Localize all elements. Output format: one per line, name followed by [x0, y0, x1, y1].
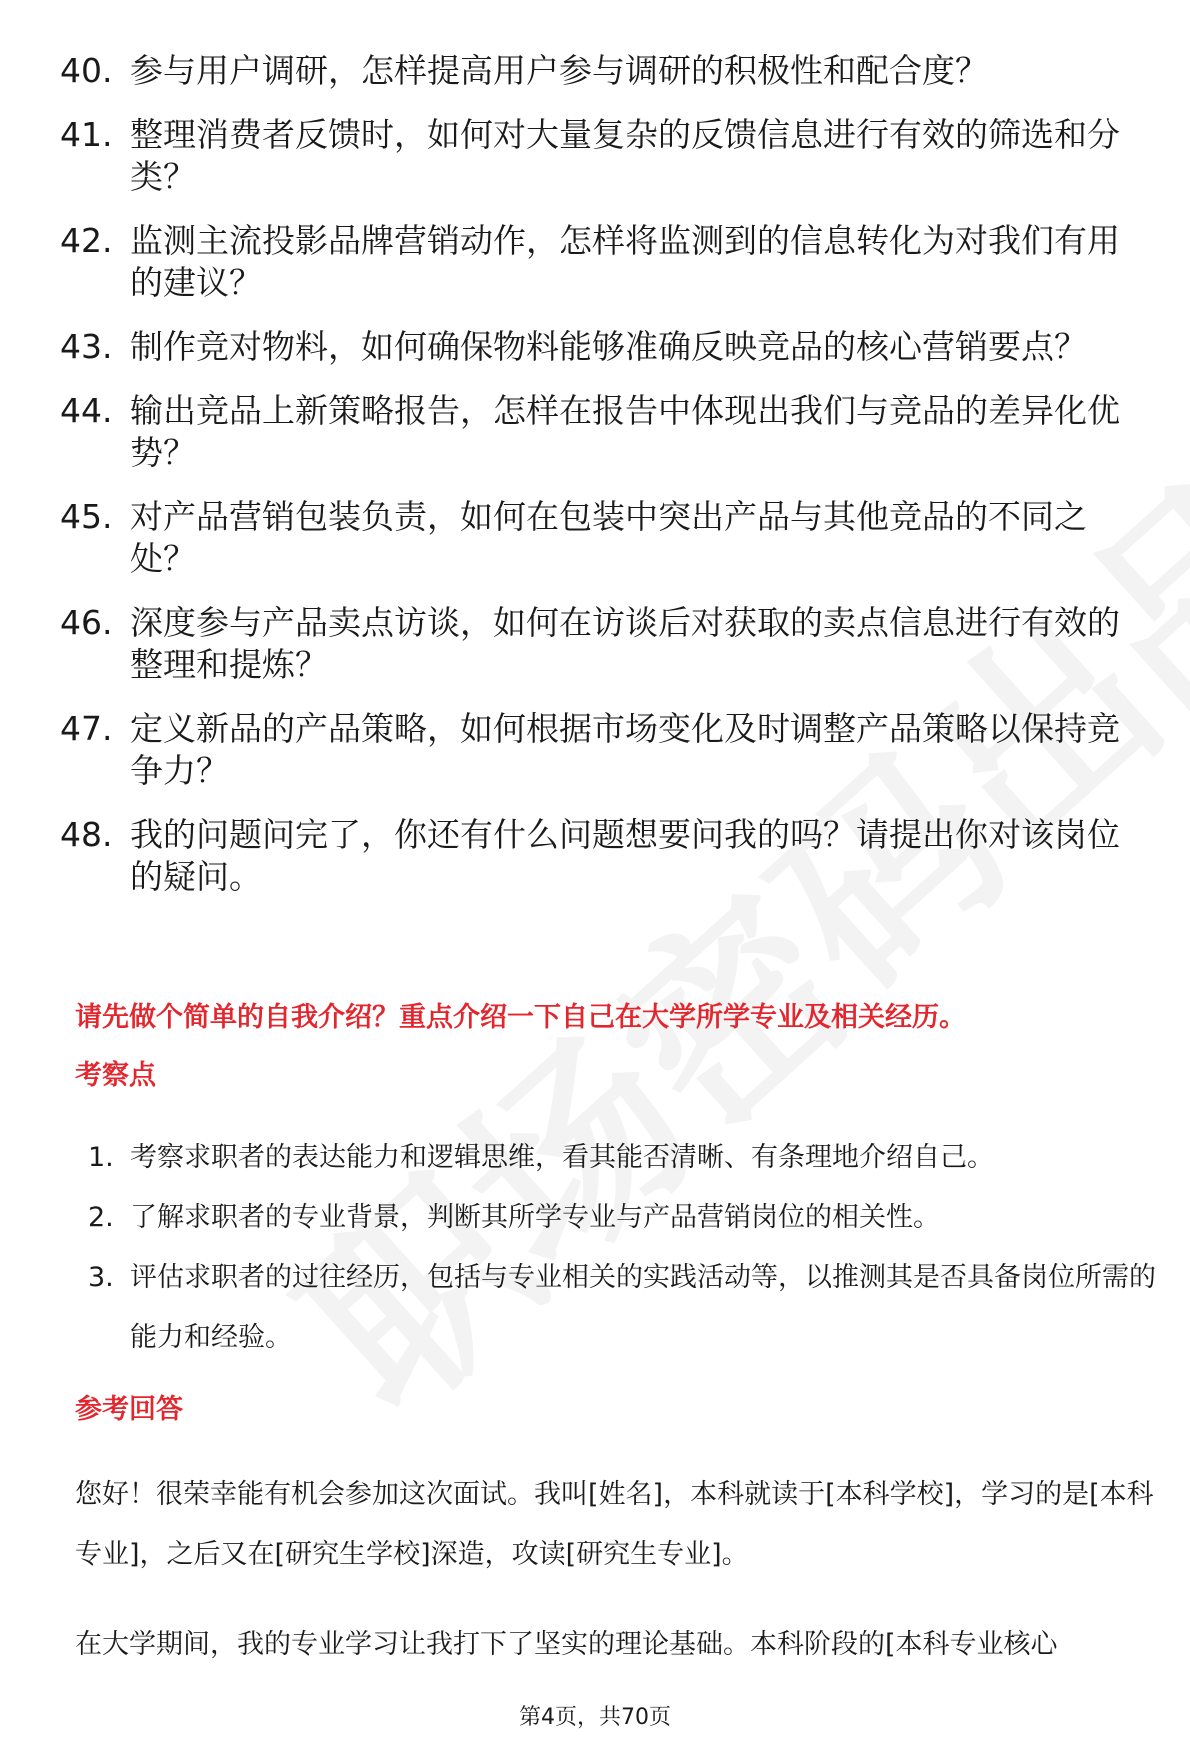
question-item	[60, 814, 1150, 898]
answer-paragraph: 在大学期间，我的专业学习让我打下了坚实的理论基础。本科阶段的[本科专业核心	[75, 1629, 1058, 1660]
answer-heading: 参考回答	[75, 1394, 183, 1425]
question-list	[60, 50, 1150, 920]
list-item-text: 评估求职者的过往经历，包括与专业相关的实践活动等，以推测其是否具备岗位所需的能力和经验。	[130, 1262, 1156, 1353]
list-item-number: 3.	[88, 1262, 114, 1293]
question-item	[60, 496, 1150, 580]
list-item	[88, 1128, 1158, 1188]
question-text: 深度参与产品卖点访谈，如何在访谈后对获取的卖点信息进行有效的整理和提炼？	[130, 603, 1120, 684]
question-item	[60, 114, 1150, 198]
list-item-number: 2.	[88, 1202, 114, 1233]
question-item	[60, 390, 1150, 474]
question-number: 45.	[60, 497, 113, 536]
question-number: 41.	[60, 115, 113, 154]
question-number: 44.	[60, 391, 113, 430]
highlight-question: 请先做个简单的自我介绍？重点介绍一下自己在大学所学专业及相关经历。	[75, 1002, 966, 1033]
page-footer: 第4页，共70页	[519, 1705, 671, 1730]
question-text: 对产品营销包装负责，如何在包装中突出产品与其他竞品的不同之处？	[130, 497, 1087, 578]
question-item	[60, 220, 1150, 304]
question-text: 输出竞品上新策略报告，怎样在报告中体现出我们与竞品的差异化优势？	[130, 391, 1120, 472]
question-item	[60, 50, 1150, 92]
list-item-text: 考察求职者的表达能力和逻辑思维，看其能否清晰、有条理地介绍自己。	[130, 1142, 994, 1173]
question-item	[60, 602, 1150, 686]
list-item-number: 1.	[88, 1142, 114, 1173]
question-text: 整理消费者反馈时，如何对大量复杂的反馈信息进行有效的筛选和分类？	[130, 115, 1120, 196]
list-item-text: 了解求职者的专业背景，判断其所学专业与产品营销岗位的相关性。	[130, 1202, 940, 1233]
question-number: 42.	[60, 221, 113, 260]
question-number: 48.	[60, 815, 113, 854]
question-item	[60, 326, 1150, 368]
question-text: 定义新品的产品策略，如何根据市场变化及时调整产品策略以保持竞争力？	[130, 709, 1120, 790]
question-number: 46.	[60, 603, 113, 642]
question-text: 监测主流投影品牌营销动作，怎样将监测到的信息转化为对我们有用的建议？	[130, 221, 1120, 302]
question-item	[60, 708, 1150, 792]
question-number: 40.	[60, 51, 113, 90]
question-number: 43.	[60, 327, 113, 366]
question-text: 参与用户调研，怎样提高用户参与调研的积极性和配合度？	[130, 51, 988, 90]
kaocha-heading: 考察点	[75, 1060, 156, 1091]
question-text: 制作竞对物料，如何确保物料能够准确反映竞品的核心营销要点？	[130, 327, 1087, 366]
question-number: 47.	[60, 709, 113, 748]
answer-paragraph: 您好！很荣幸能有机会参加这次面试。我叫[姓名]，本科就读于[本科学校]，学习的是[本科专业]，之后又在[研究生学校]深造，攻读[研究生专业]。	[75, 1479, 1154, 1570]
list-item	[88, 1188, 1158, 1248]
list-item	[88, 1248, 1158, 1368]
question-text: 我的问题问完了，你还有什么问题想要问我的吗？请提出你对该岗位的疑问。	[130, 815, 1120, 896]
kaocha-list	[88, 1128, 1158, 1368]
